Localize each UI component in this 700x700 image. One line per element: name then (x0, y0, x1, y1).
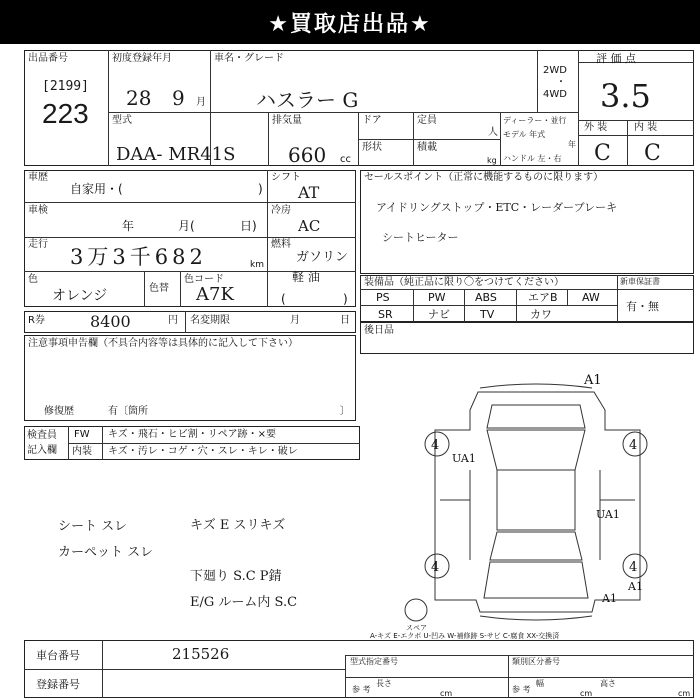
damage-mark-fr-wheel: 4 (629, 438, 638, 453)
ac-value: AC (298, 217, 321, 235)
exterior-label: 外 装 (584, 122, 608, 133)
name-change-month: 月 (290, 315, 300, 326)
history-label: 車歴 (28, 172, 48, 183)
damage-mark-front: A1 (584, 373, 602, 388)
remark-right-2: 下廻り S.C P錆 (190, 569, 282, 584)
recycle-value: 8400 (90, 312, 131, 331)
equip-pw: PW (428, 291, 446, 304)
damage-mark-rear-right: A1 (628, 580, 643, 593)
color-change-label: 色替 (149, 283, 169, 294)
inspector-fw-label: FW (74, 429, 90, 440)
lot-number: 223 (42, 98, 89, 129)
recycle-label: R券 (28, 315, 45, 326)
type-label: 型式 (112, 115, 132, 126)
km-unit: km (250, 260, 264, 270)
history-value: 自家用・( (70, 182, 123, 196)
dealer-label: ディーラー・並行 (503, 116, 567, 125)
length-cm: cm (440, 689, 453, 698)
inspection-year: 年 (122, 219, 135, 233)
inspector-label-bottom: 記入欄 (27, 445, 57, 456)
inspector-label-top: 検査員 (27, 430, 57, 441)
inspection-month: 月( (178, 219, 195, 233)
displacement-value: 660 (288, 143, 327, 167)
yen-unit: 円 (168, 315, 178, 326)
inspector-interior-label: 内装 (72, 446, 92, 457)
damage-mark-left: UA1 (452, 452, 476, 465)
reg-month-unit: 月 (196, 97, 206, 108)
ac-label: 冷房 (271, 205, 291, 216)
damage-mark-rear: A1 (602, 592, 617, 605)
score-label: 評 価 点 (596, 52, 636, 65)
cc-unit: cc (340, 154, 351, 165)
first-reg-label: 初度登録年月 (112, 53, 172, 64)
damage-mark-rr-wheel: 4 (629, 560, 638, 575)
category-label: 類別区分番号 (512, 657, 560, 666)
equip-tv: TV (480, 308, 495, 321)
interior-score: C (644, 141, 661, 166)
capacity-label: 定員 (417, 115, 437, 126)
name-change-label: 名変期限 (190, 315, 230, 326)
repair-value: 有〔箇所 (108, 406, 148, 417)
displacement-label: 排気量 (272, 115, 302, 126)
model-label: 車名・グレード (214, 53, 284, 64)
score-value: 3.5 (600, 77, 651, 115)
exterior-score: C (594, 141, 611, 166)
interior-label: 内 装 (634, 122, 658, 133)
remark-left-2: カーペット スレ (58, 545, 154, 560)
equip-ps: PS (376, 291, 390, 304)
damage-mark-rl-wheel: 4 (431, 560, 440, 575)
spare-label: スペア (406, 624, 427, 632)
color-code-label: 色コード (184, 274, 224, 285)
damage-mark-right: UA1 (596, 508, 620, 521)
height-label: 高さ (600, 679, 616, 688)
drive-4wd: 4WD (543, 89, 567, 100)
fuel-gas: ガソリン (296, 250, 349, 265)
equip-airbag: エアB (528, 291, 558, 304)
mileage-value: 3万3千682 (70, 245, 207, 269)
load-label: 積載 (417, 142, 437, 153)
name-change-day: 日 (340, 315, 350, 326)
kg-unit: kg (487, 156, 497, 165)
ref-label: 参 考 (352, 685, 371, 694)
shape-label: 形状 (362, 142, 382, 153)
width-label: 幅 (536, 679, 544, 688)
sales-line-2: シートヒーター (382, 231, 459, 244)
sales-line-1: アイドリングストップ・ETC・レーダーブレーキ (376, 201, 618, 214)
color-code-value: A7K (196, 284, 234, 305)
model-year-label: モデル 年式 (503, 130, 546, 139)
chassis-label: 車台番号 (36, 649, 80, 662)
inspection-label: 車検 (28, 205, 48, 216)
person-unit: 人 (488, 127, 498, 138)
reg-month: 9 (172, 86, 185, 110)
year-unit: 年 (568, 140, 576, 149)
model-value: ハスラー G (256, 88, 359, 112)
door-label: ドア (362, 115, 382, 126)
width-cm: cm (580, 689, 593, 698)
chassis-value: 215526 (172, 645, 230, 663)
rear-seat-label: 後日品 (364, 325, 394, 336)
equip-sr: SR (378, 308, 393, 321)
damage-legend: A-キズ E-エクボ U-凹み W-補修跡 S-サビ C-腐食 XX-交換済 (370, 632, 560, 640)
handle-label: ハンドル 左・右 (503, 154, 562, 163)
drive-2wd: 2WD (543, 65, 567, 76)
inspector-interior-line: キズ・汚レ・コゲ・穴・スレ・キレ・破レ (108, 446, 298, 457)
notes-label: 注意事項申告欄（不具合内容等は具体的に記入して下さい） (28, 338, 298, 349)
inspection-day: 日) (240, 219, 257, 233)
reg-number-label: 登録番号 (36, 678, 80, 691)
remark-left-1: シート スレ (58, 519, 128, 534)
height-cm: cm (678, 689, 691, 698)
remark-right-1: キズ E スリキズ (190, 518, 286, 533)
mileage-label: 走行 (28, 239, 48, 250)
ref-label-2: 参 考 (512, 685, 531, 694)
warranty-label: 新車保証書 (620, 277, 660, 286)
lot-label: 出品番号 (28, 53, 68, 64)
shift-value: AT (298, 183, 320, 202)
type-value: DAA- MR41S (116, 144, 236, 165)
equip-navi: ナビ (428, 308, 450, 321)
repair-close: 〕 (340, 406, 350, 417)
lot-code: [2199] (42, 79, 89, 94)
equip-abs: ABS (475, 291, 497, 304)
color-label: 色 (28, 274, 38, 285)
repair-label: 修復歴 (44, 406, 74, 417)
history-close: ) (258, 182, 263, 196)
fuel-label: 燃料 (271, 239, 291, 250)
length-label: 長さ (376, 679, 392, 688)
sales-label: セールスポイント（正常に機能するものに限ります） (364, 172, 604, 183)
inspector-fw-line: キズ・飛石・ヒビ割・リペア跡・×要 (108, 429, 276, 440)
shift-label: シフト (271, 172, 301, 183)
equip-aw: AW (582, 291, 600, 304)
fuel-diesel: 軽 油 (292, 270, 320, 284)
type-cert-label: 型式指定番号 (350, 657, 398, 666)
remark-right-3: E/G ルーム内 S.C (190, 595, 298, 610)
reg-year: 28 (126, 86, 152, 110)
banner-title: ★買取店出品★ (0, 0, 700, 44)
equip-leather: カワ (530, 308, 552, 321)
equipment-label: 装備品（純正品に限り〇をつけてください） (364, 277, 564, 288)
damage-mark-fl-wheel: 4 (431, 438, 440, 453)
color-value: オレンジ (52, 288, 108, 304)
warranty-value: 有・無 (626, 300, 659, 313)
